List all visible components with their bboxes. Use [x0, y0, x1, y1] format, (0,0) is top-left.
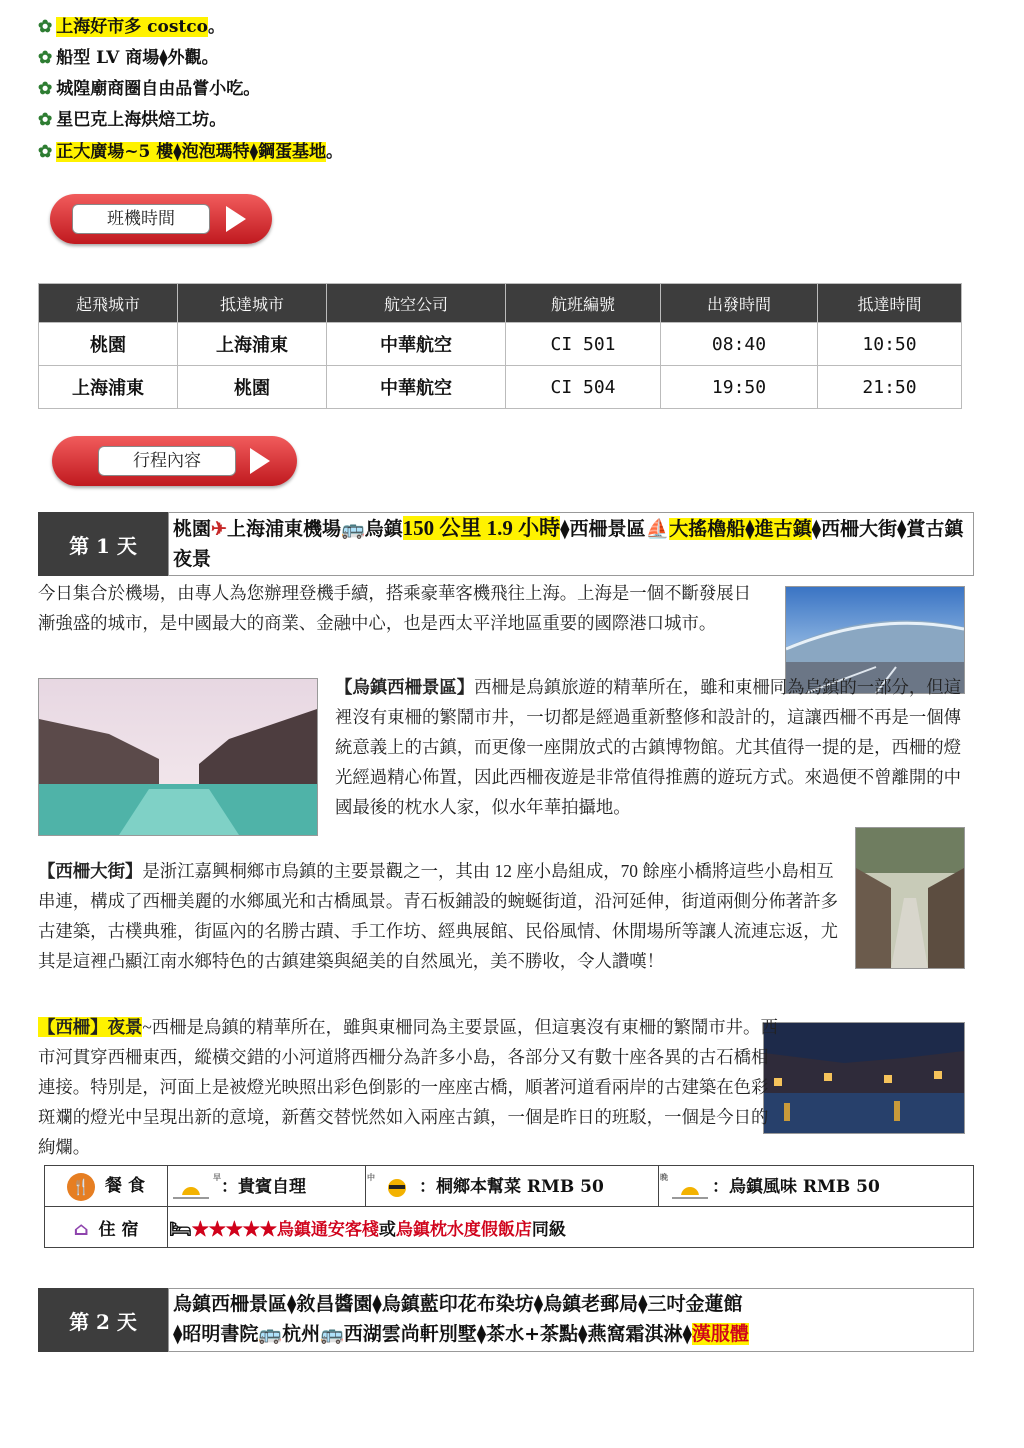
col-header: 出發時間: [661, 284, 818, 323]
table-row: [39, 366, 962, 409]
title-seg: ⧫昭明書院: [173, 1323, 259, 1345]
itinerary-label: 行程內容: [98, 446, 236, 476]
flower-icon: ✿: [38, 110, 53, 130]
sun-sunglasses-icon: [375, 1176, 419, 1200]
breakfast-tag: 早: [213, 1172, 221, 1183]
sunrise-icon: [169, 1176, 213, 1200]
hotel-cell: [168, 1207, 974, 1248]
hotel-end: 同級: [531, 1219, 566, 1240]
title-seg: 烏鎮: [364, 518, 403, 540]
hotel-stars: ★★★★★: [191, 1219, 277, 1240]
bullet-text: 星巴克上海烘焙工坊: [56, 110, 210, 130]
col-header: 航空公司: [327, 284, 506, 323]
day2-line1: 烏鎮西柵景區⧫敘昌醬園⧫烏鎮藍印花布染坊⧫烏鎮老郵局⧫三吋金蓮館: [173, 1293, 743, 1315]
day1-main-street: [38, 856, 838, 976]
title-seg: 漢服體: [691, 1323, 749, 1345]
cell: 桃園: [178, 366, 327, 409]
title-seg: 杭州: [282, 1323, 321, 1345]
section-title: 【烏鎮西柵景區】: [335, 677, 475, 697]
title-seg: 上海浦東機場: [226, 518, 341, 540]
day1-night: [38, 1012, 778, 1162]
old-street-photo: [855, 827, 965, 969]
hotel-row: [45, 1207, 974, 1248]
cell: CI 504: [506, 366, 661, 409]
table-row: [39, 323, 962, 366]
dinner-cell: [659, 1166, 974, 1207]
hotel-name-a: 烏鎮通安客棧: [276, 1219, 379, 1240]
meal-hotel-table: [44, 1165, 974, 1248]
flower-icon: ✿: [38, 79, 53, 99]
cell: 桃園: [39, 323, 178, 366]
day2-line2: [173, 1319, 969, 1349]
flight-time-label: 班機時間: [72, 204, 210, 234]
bullet-suffix: 。: [207, 17, 225, 37]
bus-icon: 🚌: [340, 518, 365, 540]
meal-row: [45, 1166, 974, 1207]
sunset-icon: [668, 1176, 712, 1200]
cell: 中華航空: [327, 366, 506, 409]
cell: 中華航空: [327, 323, 506, 366]
bullet-text: 上海好市多 costco: [56, 17, 208, 37]
bus-icon: 🚌: [258, 1323, 283, 1345]
cell: 上海浦東: [39, 366, 178, 409]
flower-icon: ✿: [38, 142, 53, 162]
section-body: ~西柵是烏鎮的精華所在，雖與東柵同為主要景區，但這裏沒有東柵的繁鬧市井。西市河貫穿西柵東西，縱橫交錯的小河道將西柵分為許多小島，各部分又有數十座各異的古石橋相連接。特別是，河面上是被燈光映照出彩色倒影的一座座古橋，順著河道看兩岸的古建築在色彩斑斕的燈光中呈現出新的意境，新舊交替恍然如入兩座古鎮，一個是昨日的班駁，一個是今日的絢爛。: [38, 1017, 778, 1157]
section-title: 【西柵】夜景: [38, 1017, 143, 1037]
day1-title: [168, 512, 974, 576]
day2-label: 第 2 天: [38, 1288, 168, 1352]
water-town-photo: [38, 678, 318, 836]
bullet-suffix: 。: [201, 48, 219, 68]
bullet-3: [38, 74, 260, 104]
flight-table: [38, 283, 962, 409]
day1-west-zone: [335, 672, 975, 822]
bus-icon: 🚌: [320, 1323, 344, 1345]
bullet-text: 正大廣場~5 樓⧫泡泡瑪特⧫鋼蛋基地: [56, 142, 327, 162]
bullet-1: [38, 12, 225, 42]
col-header: 抵達城市: [178, 284, 327, 323]
hotel-label: 住 宿: [98, 1219, 139, 1240]
hotel-label-cell: [45, 1207, 168, 1248]
hotel-name-b: 烏鎮枕水度假飯店: [395, 1219, 532, 1240]
meal-icon: 🍴: [67, 1173, 95, 1201]
title-seg: ⧫西柵景區: [560, 518, 646, 540]
bullet-suffix: 。: [326, 142, 344, 162]
title-seg: 西湖雲尚軒別墅⧫茶水+茶點⧫燕窩霜淇淋⧫: [343, 1323, 692, 1345]
meal-label-cell: [45, 1166, 168, 1207]
section-body: 是浙江嘉興桐鄉市烏鎮的主要景觀之一，其由 12 座小島組成，70 餘座小橋將這些小島相互串連，構成了西柵美麗的水鄉風光和古橋風景。青石板鋪設的蜿蜒街道，沿河延伸，街道兩側分佈著許多古建築，古樸典雅，街區內的名勝古蹟、手工作坊、經典展館、民俗風情、休閒場所等讓人流連忘返，尤其是這裡凸顯江南水鄉特色的古鎮建築與絕美的自然風光，美不勝收，令人讚嘆！: [38, 861, 838, 971]
bullet-suffix: 。: [209, 110, 227, 130]
play-arrow-icon: [226, 206, 246, 232]
section-body: 西柵是烏鎮旅遊的精華所在，雖和東柵同為烏鎮的一部分，但這裡沒有東柵的繁鬧市井，一切都是經過重新整修和設計的，這讓西柵不再是一個傳統意義上的古鎮，而更像一座開放式的古鎮博物館。尤其值得一提的是，西柵的燈光經過精心佈置，因此西柵夜遊是非常值得推薦的遊玩方式。來過便不曾離開的中國最後的枕水人家，似水年華拍攝地。: [335, 677, 962, 817]
breakfast-cell: [168, 1166, 366, 1207]
itinerary-button[interactable]: [52, 436, 297, 486]
day2-title: [168, 1288, 974, 1352]
bullet-text: 城隍廟商圈自由品嘗小吃: [56, 79, 244, 99]
bullet-5: [38, 137, 343, 167]
bed-icon: 🛏: [169, 1218, 192, 1240]
lunch-cell: [366, 1166, 659, 1207]
dinner-tag: 晚: [660, 1172, 668, 1183]
flight-time-button[interactable]: [50, 194, 272, 244]
cell: CI 501: [506, 323, 661, 366]
day1-intro: 今日集合於機場，由專人為您辦理登機手續，搭乘豪華客機飛往上海。上海是一個不斷發展日漸強盛的城市，是中國最大的商業、金融中心，也是西太平洋地區重要的國際港口城市。: [38, 583, 752, 633]
col-header: 抵達時間: [818, 284, 962, 323]
cell: 08:40: [661, 323, 818, 366]
breakfast-text: ：貴賓自理: [221, 1177, 306, 1198]
col-header: 航班編號: [506, 284, 661, 323]
flight-table-header: [39, 284, 962, 323]
lunch-text: ：桐鄉本幫菜 RMB 50: [419, 1177, 604, 1198]
flower-icon: ✿: [38, 48, 53, 68]
bullet-4: [38, 105, 226, 135]
col-header: 起飛城市: [39, 284, 178, 323]
day1-label: 第 1 天: [38, 512, 168, 576]
hotel-or: 或: [378, 1219, 396, 1240]
section-title: 【西柵大街】: [38, 861, 143, 881]
title-seg: 大搖櫓船⧫進古鎮: [669, 518, 812, 540]
cell: 10:50: [818, 323, 962, 366]
title-seg: ⧫西柵大街⧫賞古鎮夜景: [173, 518, 964, 570]
house-icon: ⌂: [73, 1218, 89, 1240]
bullet-text: 船型 LV 商場⧫外觀: [56, 48, 202, 68]
cell: 19:50: [661, 366, 818, 409]
lunch-tag: 中: [367, 1172, 375, 1183]
flower-icon: ✿: [38, 17, 53, 37]
meal-label: 餐 食: [105, 1176, 145, 1197]
title-seg: 150 公里 1.9 小時: [402, 516, 561, 540]
cell: 21:50: [818, 366, 962, 409]
dinner-text: ：烏鎮風味 RMB 50: [712, 1177, 880, 1198]
title-seg: 桃園: [173, 518, 212, 540]
boat-icon: ⛵: [645, 518, 670, 540]
night-scene-photo: [763, 1022, 965, 1134]
play-arrow-icon: [250, 448, 270, 474]
bullet-suffix: 。: [243, 79, 261, 99]
bullet-2: [38, 43, 219, 73]
airplane-icon: ✈: [211, 518, 227, 540]
cell: 上海浦東: [178, 323, 327, 366]
